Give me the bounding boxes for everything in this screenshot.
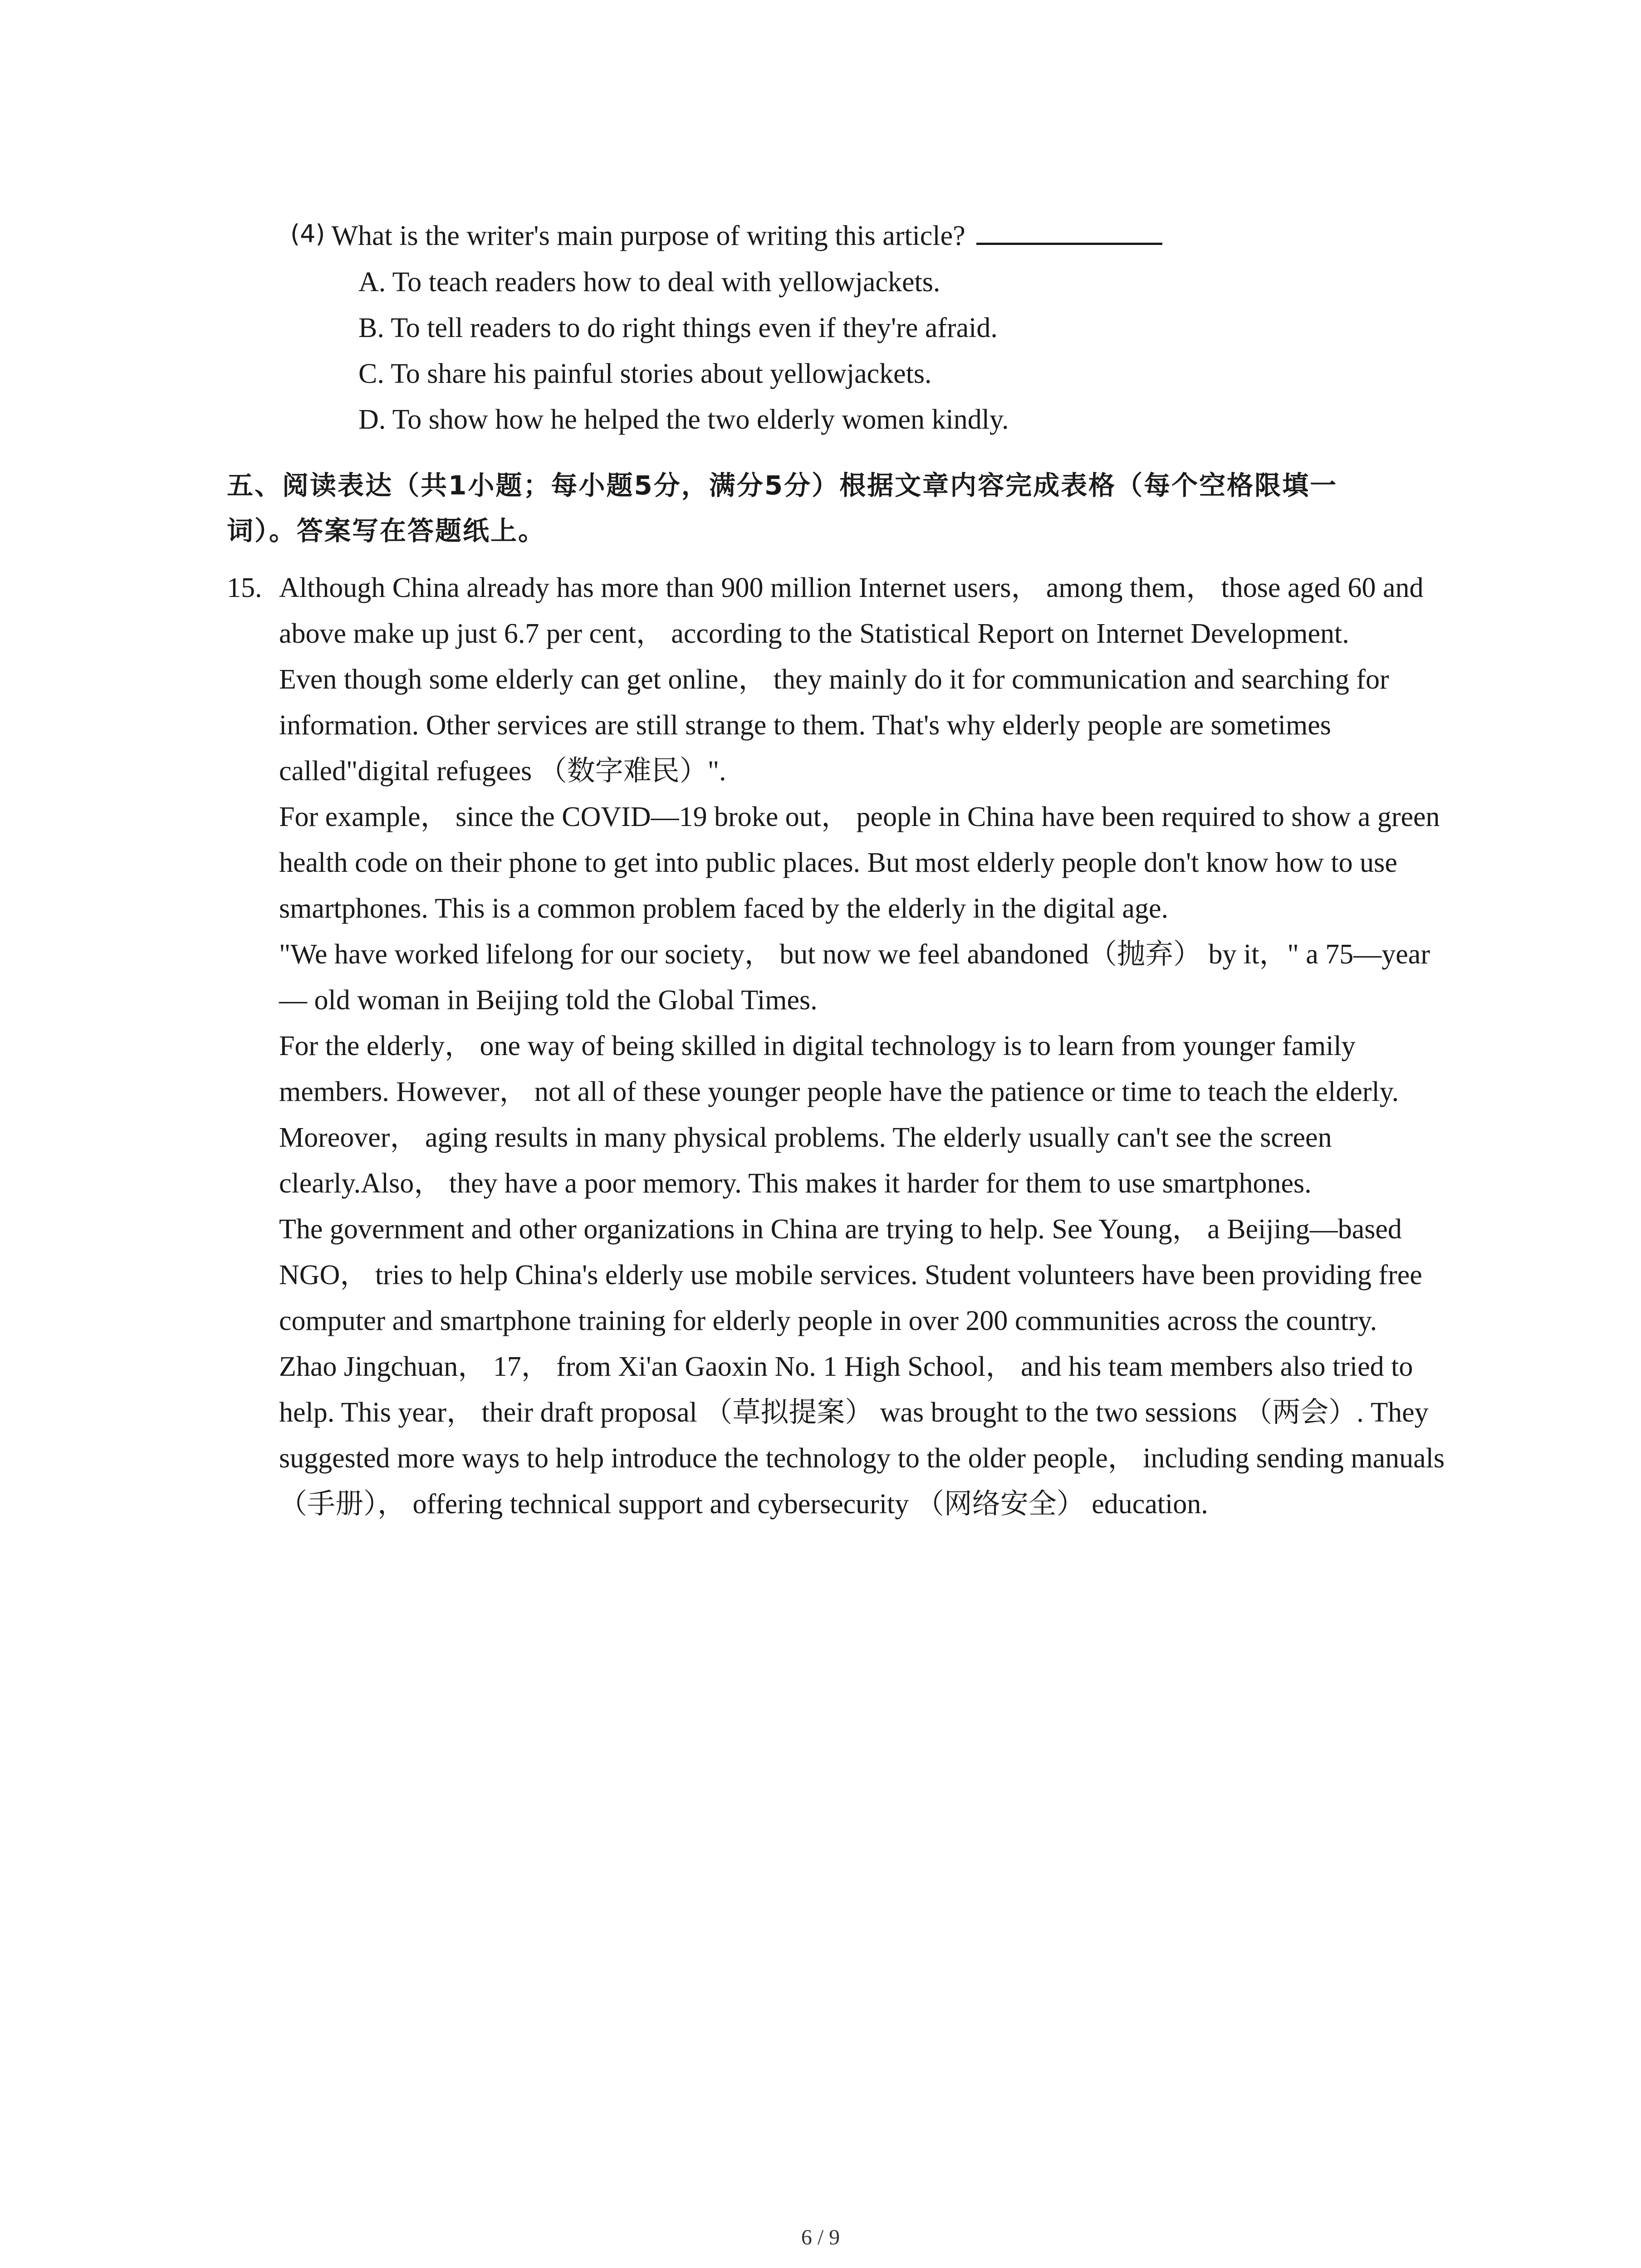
reading-passage <box>227 565 1452 1527</box>
section-heading <box>227 463 1452 553</box>
passage-body <box>279 565 1452 1527</box>
paragraph-4: "We have worked lifelong for our society， but now we feel abandoned（抛弃） by it，" a 75—year— old woman in Beijing told the Global Times. <box>279 939 1430 1016</box>
answer-blank[interactable] <box>976 217 1162 245</box>
question-4-stem <box>290 213 1515 259</box>
paragraph-6: Moreover， aging results in many physical problems. The elderly usually can't see the screen clearly.Also， they have a poor memory. This makes it harder for them to use smartphones. <box>279 1122 1332 1199</box>
option-b: B. To tell readers to do right things even if they're afraid. <box>358 313 998 343</box>
paragraph-3: For example， since the COVID—19 broke out， people in China have been required to show a green health code on their phone to get into public places. But most elderly people don't know how to use smartphones. This is a common problem faced by the elderly in the digital age. <box>279 802 1440 924</box>
question-number: (4) <box>290 220 325 248</box>
answer-options <box>358 259 1515 443</box>
passage-question-number: 15. <box>227 572 262 603</box>
option-c: C. To share his painful stories about yellowjackets. <box>358 358 932 389</box>
section-heading-line-1: 五、阅读表达（共1小题；每小题5分，满分5分）根据文章内容完成表格（每个空格限填一 <box>227 470 1338 501</box>
page-number: 6 / 9 <box>801 2225 840 2249</box>
section-heading-line-2: 词）。答案写在答题纸上。 <box>227 515 546 546</box>
question-text: What is the writer's main purpose of writing this article? <box>331 220 965 251</box>
option-a: A. To teach readers how to deal with yellowjackets. <box>358 267 941 298</box>
paragraph-8: Zhao Jingchuan， 17， from Xi'an Gaoxin No. 1 High School， and his team members also tried to help. This year， their draft proposal （草拟提案） was brought to the two sessions （两会）. They suggested more ways to help introduce the technology to the older people， including sending manuals （手册）， offering technical support and cybersecurity （网络安全） education. <box>279 1351 1445 1520</box>
paragraph-7: The government and other organizations in China are trying to help. See Young， a Beijing—based NGO， tries to help China's elderly use mobile services. Student volunteers have been providing free computer and smartphone training for elderly people in over 200 communities across the country. <box>279 1214 1422 1336</box>
option-d: D. To show how he helped the two elderly women kindly. <box>358 404 1009 435</box>
paragraph-5: For the elderly， one way of being skilled in digital technology is to learn from younger family members. However， not all of these younger people have the patience or time to teach the elderly. <box>279 1031 1399 1107</box>
paragraph-2: Even though some elderly can get online， they mainly do it for communication and searching for information. Other services are still strange to them. That's why elderly people are sometimes called"digital refugees （数字难民）". <box>279 664 1389 787</box>
question-4 <box>290 213 1515 443</box>
paragraph-1: Although China already has more than 900 million Internet users， among them， those aged 60 and above make up just 6.7 per cent， according to the Statistical Report on Internet Development. <box>279 572 1424 649</box>
